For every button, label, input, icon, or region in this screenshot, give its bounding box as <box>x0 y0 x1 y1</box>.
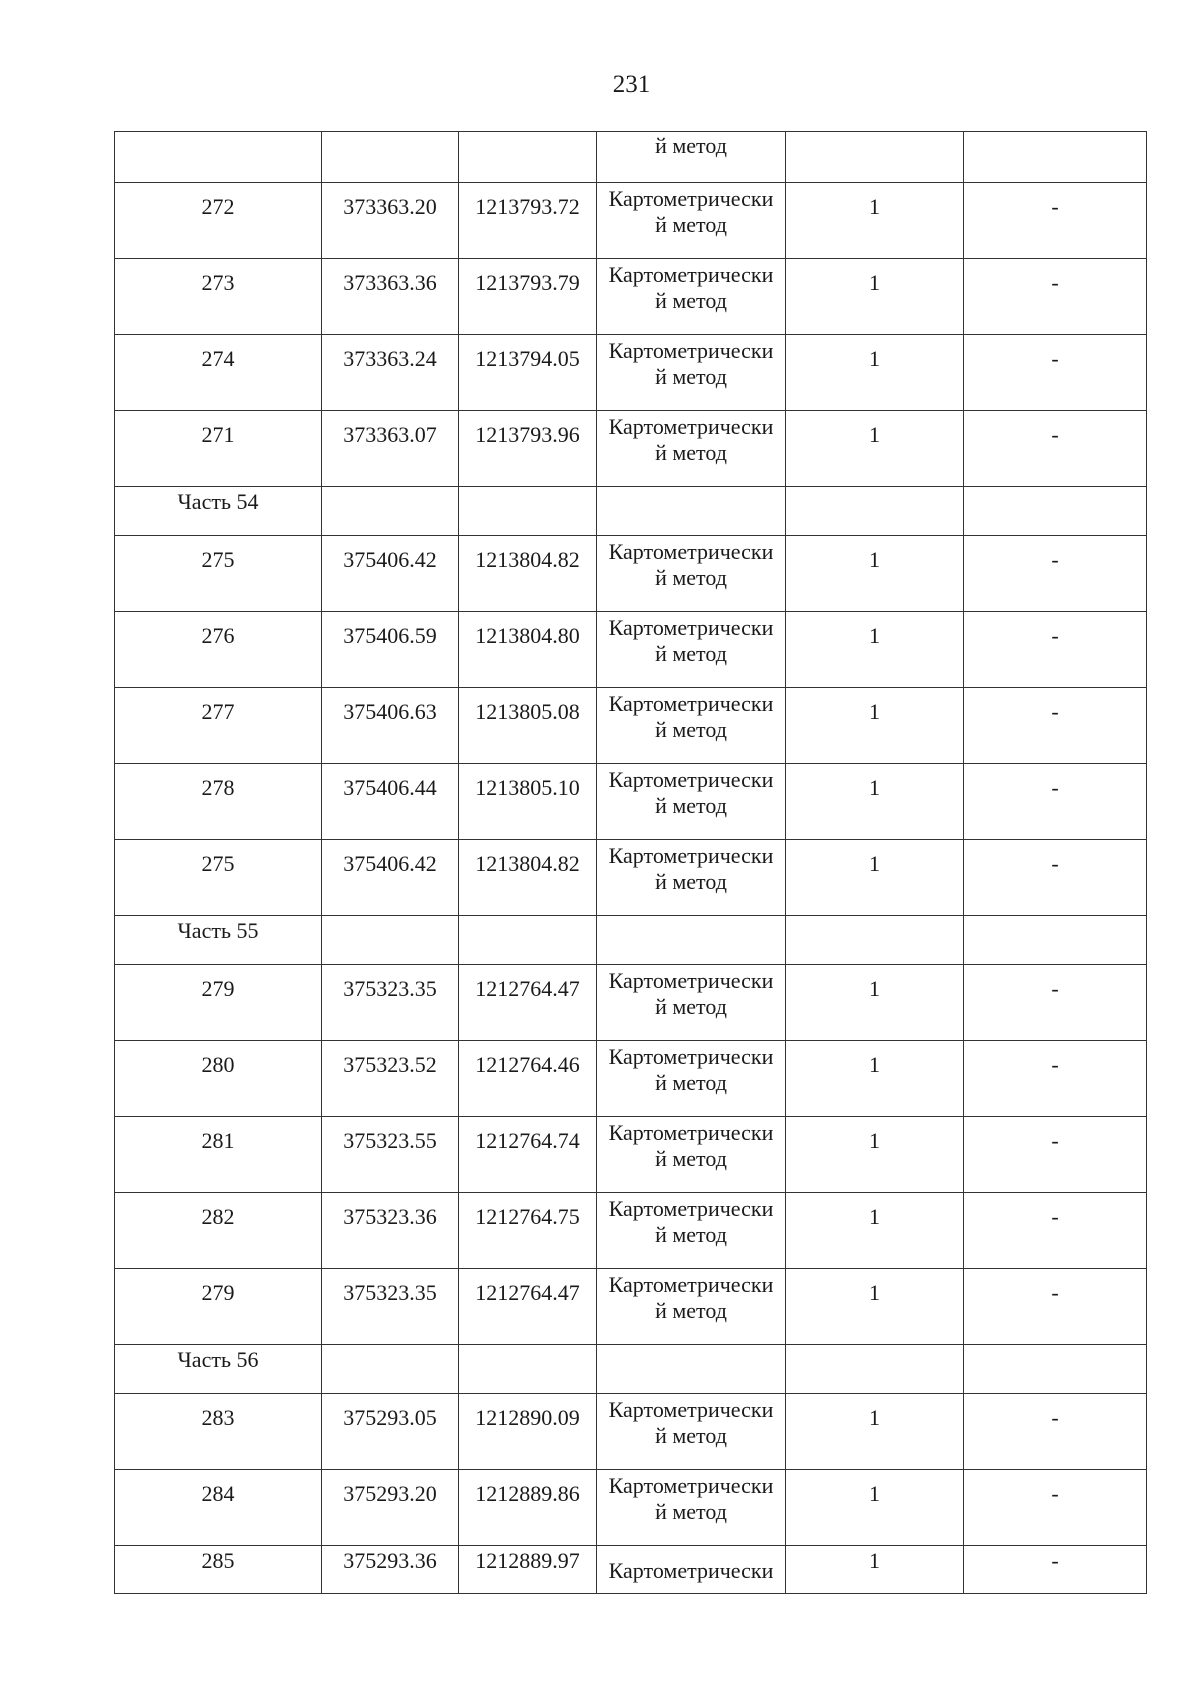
coordinate-x: 375323.52 <box>343 1052 437 1077</box>
point-number: 283 <box>201 1405 235 1430</box>
cell-x <box>322 1041 459 1117</box>
table-row <box>115 1394 1147 1470</box>
part-label: Часть 56 <box>177 1347 259 1372</box>
accuracy-value: 1 <box>869 270 880 295</box>
cell-method <box>597 840 786 916</box>
coordinate-x: 373363.20 <box>343 194 437 219</box>
cell-accuracy <box>786 536 964 612</box>
accuracy-value: 1 <box>869 346 880 371</box>
table-body <box>115 132 1147 1594</box>
cell-y <box>459 1470 597 1546</box>
cell-accuracy <box>786 1546 964 1594</box>
cell-note <box>964 1269 1147 1345</box>
cell-point <box>115 965 322 1041</box>
method-line-1: Картометрически <box>608 767 774 792</box>
cell-accuracy <box>786 1269 964 1345</box>
cell-y <box>459 132 597 183</box>
cell-accuracy <box>786 1041 964 1117</box>
cell-accuracy <box>786 259 964 335</box>
note-value: - <box>1051 699 1059 724</box>
cell-y <box>459 688 597 764</box>
accuracy-value: 1 <box>869 194 880 219</box>
coordinate-y: 1213804.82 <box>475 547 580 572</box>
method-line-1: Картометрически <box>608 539 774 564</box>
coordinate-x: 375323.36 <box>343 1204 437 1229</box>
coordinate-y: 1212764.47 <box>475 976 580 1001</box>
cell-y <box>459 965 597 1041</box>
cell-y <box>459 764 597 840</box>
cell-note <box>964 259 1147 335</box>
table-row <box>115 1117 1147 1193</box>
point-number: 274 <box>201 346 235 371</box>
cell-x <box>322 1546 459 1594</box>
part-label: Часть 55 <box>177 918 259 943</box>
cell-x <box>322 1394 459 1470</box>
method-line-1: Картометрически <box>608 1120 774 1145</box>
method-line-1: Картометрически <box>608 615 774 640</box>
cell-point <box>115 1117 322 1193</box>
note-value: - <box>1051 422 1059 447</box>
table-row-continuation <box>115 132 1147 183</box>
note-value: - <box>1051 1280 1059 1305</box>
method-line-2: й метод <box>655 994 727 1019</box>
point-number: 279 <box>201 976 235 1001</box>
cell-x <box>322 764 459 840</box>
cell-accuracy <box>786 612 964 688</box>
table-row-part-header <box>115 916 1147 965</box>
table-row <box>115 1193 1147 1269</box>
table-row <box>115 1041 1147 1117</box>
cell-empty <box>322 916 459 965</box>
cell-point <box>115 840 322 916</box>
note-value: - <box>1051 1128 1059 1153</box>
table-row <box>115 411 1147 487</box>
note-value: - <box>1051 1548 1059 1573</box>
coordinate-x: 375293.20 <box>343 1481 437 1506</box>
cell-empty <box>597 1345 786 1394</box>
cell-method <box>597 132 786 183</box>
cell-note <box>964 335 1147 411</box>
method-line-1: Картометрически <box>608 843 774 868</box>
cell-y <box>459 1117 597 1193</box>
table-row-part-header <box>115 1345 1147 1394</box>
coordinate-x: 375323.35 <box>343 1280 437 1305</box>
method-line-1: Картометрически <box>608 1272 774 1297</box>
accuracy-value: 1 <box>869 1204 880 1229</box>
point-number: 272 <box>201 194 235 219</box>
cell-x <box>322 536 459 612</box>
coordinate-y: 1212889.97 <box>475 1548 580 1573</box>
method-line-2: й метод <box>655 212 727 237</box>
method-line-2: й метод <box>655 641 727 666</box>
cell-empty <box>964 487 1147 536</box>
coordinate-x: 375406.42 <box>343 851 437 876</box>
point-number: 273 <box>201 270 235 295</box>
cell-point <box>115 1041 322 1117</box>
note-value: - <box>1051 775 1059 800</box>
table-row <box>115 335 1147 411</box>
accuracy-value: 1 <box>869 623 880 648</box>
cell-method <box>597 536 786 612</box>
cell-accuracy <box>786 840 964 916</box>
table-row <box>115 1269 1147 1345</box>
cell-method <box>597 612 786 688</box>
cell-y <box>459 840 597 916</box>
coordinate-x: 375406.42 <box>343 547 437 572</box>
cell-point <box>115 132 322 183</box>
coordinate-y: 1213794.05 <box>475 346 580 371</box>
cell-method <box>597 1470 786 1546</box>
cell-note <box>964 612 1147 688</box>
cell-empty <box>459 916 597 965</box>
method-line-1: Картометрически <box>608 414 774 439</box>
cell-method <box>597 1117 786 1193</box>
method-line-2: й метод <box>655 1423 727 1448</box>
point-number: 275 <box>201 547 235 572</box>
cell-x <box>322 1269 459 1345</box>
cell-empty <box>322 1345 459 1394</box>
cell-empty <box>786 487 964 536</box>
cell-method <box>597 259 786 335</box>
cell-method <box>597 965 786 1041</box>
cell-point <box>115 764 322 840</box>
table-row <box>115 536 1147 612</box>
accuracy-value: 1 <box>869 851 880 876</box>
method-line-2: й метод <box>655 565 727 590</box>
cell-part-label <box>115 1345 322 1394</box>
accuracy-value: 1 <box>869 1128 880 1153</box>
cell-empty <box>964 916 1147 965</box>
cell-note <box>964 1394 1147 1470</box>
cell-empty <box>786 916 964 965</box>
note-value: - <box>1051 1204 1059 1229</box>
cell-accuracy <box>786 1470 964 1546</box>
cell-y <box>459 1394 597 1470</box>
coordinate-y: 1213804.82 <box>475 851 580 876</box>
cell-method <box>597 1041 786 1117</box>
point-number: 280 <box>201 1052 235 1077</box>
point-number: 279 <box>201 1280 235 1305</box>
coordinate-y: 1213805.08 <box>475 699 580 724</box>
accuracy-value: 1 <box>869 1405 880 1430</box>
coordinate-x: 373363.07 <box>343 422 437 447</box>
method-line-1: Картометрически <box>608 691 774 716</box>
cell-y <box>459 1269 597 1345</box>
note-value: - <box>1051 1405 1059 1430</box>
coordinate-x: 375406.59 <box>343 623 437 648</box>
cell-y <box>459 335 597 411</box>
cell-empty <box>322 487 459 536</box>
accuracy-value: 1 <box>869 775 880 800</box>
coordinate-x: 375293.36 <box>343 1548 437 1573</box>
cell-point <box>115 411 322 487</box>
table-row <box>115 259 1147 335</box>
accuracy-value: 1 <box>869 1052 880 1077</box>
cell-note <box>964 536 1147 612</box>
point-number: 275 <box>201 851 235 876</box>
cell-empty <box>597 916 786 965</box>
cell-accuracy <box>786 688 964 764</box>
point-number: 282 <box>201 1204 235 1229</box>
accuracy-value: 1 <box>869 1548 880 1573</box>
cell-x <box>322 840 459 916</box>
cell-accuracy <box>786 183 964 259</box>
point-number: 278 <box>201 775 235 800</box>
coordinate-y: 1213793.79 <box>475 270 580 295</box>
table-row <box>115 1546 1147 1594</box>
cell-point <box>115 183 322 259</box>
method-line-1: Картометрически <box>608 1397 774 1422</box>
cell-method <box>597 411 786 487</box>
cell-empty <box>786 1345 964 1394</box>
point-number: 285 <box>201 1548 235 1573</box>
note-value: - <box>1051 346 1059 371</box>
coordinate-y: 1213793.72 <box>475 194 580 219</box>
table-row <box>115 612 1147 688</box>
cell-note <box>964 132 1147 183</box>
coordinate-x: 375406.63 <box>343 699 437 724</box>
cell-point <box>115 536 322 612</box>
method-line-1: Картометрически <box>608 338 774 363</box>
method-line-2: й метод <box>655 717 727 742</box>
method-line-2: й метод <box>655 364 727 389</box>
coordinate-y: 1212764.47 <box>475 1280 580 1305</box>
method-line-1: Картометрически <box>608 968 774 993</box>
method-line-2: й метод <box>655 1070 727 1095</box>
accuracy-value: 1 <box>869 547 880 572</box>
note-value: - <box>1051 851 1059 876</box>
cell-note <box>964 411 1147 487</box>
cell-point <box>115 1470 322 1546</box>
cell-empty <box>459 1345 597 1394</box>
part-label: Часть 54 <box>177 489 259 514</box>
table-row <box>115 183 1147 259</box>
cell-note <box>964 688 1147 764</box>
coordinate-x: 375323.35 <box>343 976 437 1001</box>
accuracy-value: 1 <box>869 1481 880 1506</box>
cell-point <box>115 335 322 411</box>
cell-note <box>964 840 1147 916</box>
cell-y <box>459 536 597 612</box>
cell-point <box>115 1546 322 1594</box>
note-value: - <box>1051 623 1059 648</box>
coordinate-x: 375323.55 <box>343 1128 437 1153</box>
cell-accuracy <box>786 335 964 411</box>
cell-note <box>964 1117 1147 1193</box>
accuracy-value: 1 <box>869 699 880 724</box>
method-line-2: й метод <box>655 869 727 894</box>
cell-x <box>322 1193 459 1269</box>
coordinate-y: 1212764.75 <box>475 1204 580 1229</box>
cell-note <box>964 1470 1147 1546</box>
cell-x <box>322 1470 459 1546</box>
coordinate-y: 1213793.96 <box>475 422 580 447</box>
cell-point <box>115 612 322 688</box>
cell-y <box>459 183 597 259</box>
point-number: 284 <box>201 1481 235 1506</box>
coordinate-y: 1212764.74 <box>475 1128 580 1153</box>
cell-empty <box>597 487 786 536</box>
cell-accuracy <box>786 1394 964 1470</box>
cell-x <box>322 965 459 1041</box>
cell-method <box>597 183 786 259</box>
note-value: - <box>1051 1481 1059 1506</box>
method-line-1: Картометрически <box>608 1196 774 1221</box>
coordinate-y: 1213804.80 <box>475 623 580 648</box>
accuracy-value: 1 <box>869 1280 880 1305</box>
note-value: - <box>1051 1052 1059 1077</box>
point-number: 276 <box>201 623 235 648</box>
coordinate-x: 375406.44 <box>343 775 437 800</box>
cell-x <box>322 612 459 688</box>
method-line-1: Картометрически <box>608 1558 774 1583</box>
cell-accuracy <box>786 132 964 183</box>
cell-x <box>322 411 459 487</box>
cell-x <box>322 132 459 183</box>
method-line-2: й метод <box>655 1499 727 1524</box>
coordinate-x: 373363.24 <box>343 346 437 371</box>
cell-accuracy <box>786 965 964 1041</box>
method-line-2: й метод <box>655 793 727 818</box>
cell-y <box>459 411 597 487</box>
method-line-1: Картометрически <box>608 1473 774 1498</box>
page-number: 231 <box>612 71 651 98</box>
note-value: - <box>1051 976 1059 1001</box>
coordinate-y: 1213805.10 <box>475 775 580 800</box>
note-value: - <box>1051 194 1059 219</box>
cell-x <box>322 335 459 411</box>
cell-x <box>322 688 459 764</box>
cell-point <box>115 1269 322 1345</box>
table-row-part-header <box>115 487 1147 536</box>
point-number: 277 <box>201 699 235 724</box>
coordinate-y: 1212890.09 <box>475 1405 580 1430</box>
cell-note <box>964 1546 1147 1594</box>
accuracy-value: 1 <box>869 976 880 1001</box>
cell-method <box>597 1394 786 1470</box>
coordinate-y: 1212889.86 <box>475 1481 580 1506</box>
cell-x <box>322 259 459 335</box>
method-line-2: й метод <box>655 1298 727 1323</box>
point-number: 271 <box>201 422 235 447</box>
cell-note <box>964 965 1147 1041</box>
cell-method <box>597 335 786 411</box>
cell-x <box>322 1117 459 1193</box>
cell-x <box>322 183 459 259</box>
cell-point <box>115 688 322 764</box>
cell-point <box>115 1394 322 1470</box>
cell-note <box>964 183 1147 259</box>
cell-accuracy <box>786 411 964 487</box>
cell-method <box>597 1193 786 1269</box>
cell-point <box>115 259 322 335</box>
coordinate-x: 375293.05 <box>343 1405 437 1430</box>
cell-part-label <box>115 916 322 965</box>
cell-note <box>964 1041 1147 1117</box>
cell-y <box>459 1546 597 1594</box>
cell-y <box>459 1193 597 1269</box>
method-line-1: Картометрически <box>608 186 774 211</box>
note-value: - <box>1051 270 1059 295</box>
cell-y <box>459 612 597 688</box>
cell-note <box>964 764 1147 840</box>
cell-accuracy <box>786 1117 964 1193</box>
cell-point <box>115 1193 322 1269</box>
method-line-2: й метод <box>655 1146 727 1171</box>
note-value: - <box>1051 547 1059 572</box>
method-line-1: Картометрически <box>608 262 774 287</box>
cell-empty <box>459 487 597 536</box>
method-line-2: й метод <box>655 288 727 313</box>
table-row <box>115 764 1147 840</box>
cell-method <box>597 764 786 840</box>
table-row <box>115 1470 1147 1546</box>
cell-y <box>459 259 597 335</box>
method-text-tail: й метод <box>655 133 727 158</box>
cell-y <box>459 1041 597 1117</box>
point-number: 281 <box>201 1128 235 1153</box>
coordinate-y: 1212764.46 <box>475 1052 580 1077</box>
table-row <box>115 840 1147 916</box>
cell-method <box>597 1546 786 1594</box>
method-line-2: й метод <box>655 1222 727 1247</box>
cell-method <box>597 1269 786 1345</box>
table-row <box>115 965 1147 1041</box>
coordinate-x: 373363.36 <box>343 270 437 295</box>
cell-empty <box>964 1345 1147 1394</box>
coordinates-table <box>114 131 1147 1594</box>
cell-accuracy <box>786 764 964 840</box>
cell-part-label <box>115 487 322 536</box>
method-line-1: Картометрически <box>608 1044 774 1069</box>
table-row <box>115 688 1147 764</box>
cell-accuracy <box>786 1193 964 1269</box>
cell-note <box>964 1193 1147 1269</box>
cell-method <box>597 688 786 764</box>
accuracy-value: 1 <box>869 422 880 447</box>
method-line-2: й метод <box>655 440 727 465</box>
